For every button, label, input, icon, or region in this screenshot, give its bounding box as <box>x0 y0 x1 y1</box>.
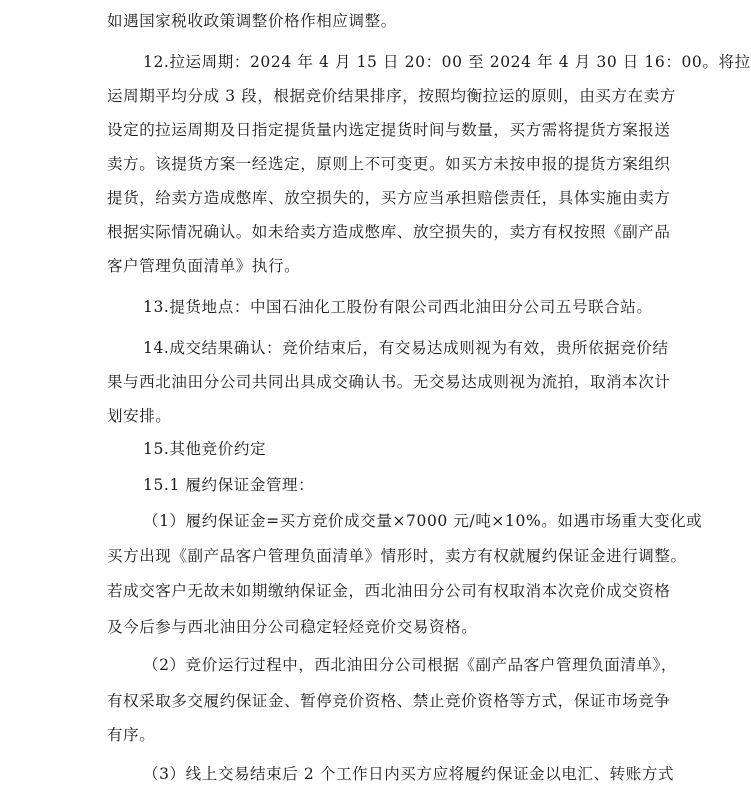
clause-1-line-1: （1）履约保证金=买方竞价成交量×7000 元/吨×10%。如遇市场重大变化或 <box>143 512 703 530</box>
text-line-5: 卖方。该提货方案一经选定，原则上不可变更。如买方未按申报的提货方案组织 <box>107 155 671 173</box>
text-line-3: 运周期平均分成 3 段，根据竞价结果排序，按照均衡拉运的原则，由买方在卖方 <box>107 87 676 105</box>
clause-2-line-1: （2）竞价运行过程中，西北油田分公司根据《副产品客户管理负面清单》， <box>143 656 678 674</box>
item-14-heading-line: 14.成交结果确认：竞价结束后，有交易达成则视为有效，贵所依据竞价结 <box>143 339 669 357</box>
text-line-11: 果与西北油田分公司共同出具成交确认书。无交易达成则视为流拍，取消本次计 <box>107 373 671 391</box>
clause-1-line-4: 及今后参与西北油田分公司稳定轻烃竞价交易资格。 <box>107 618 478 636</box>
text-line-8: 客户管理负面清单》执行。 <box>107 257 301 275</box>
text-line-12: 划安排。 <box>107 407 172 425</box>
clause-2-line-3: 有序。 <box>107 726 156 744</box>
item-15-heading: 15.其他竞价约定 <box>143 440 267 458</box>
item-12-heading-line: 12.拉运周期：2024 年 4 月 15 日 20：00 至 2024 年 4 月 30 日 16：00。将拉 <box>143 53 751 71</box>
text-line-6: 提货，给卖方造成憋库、放空损失的，买方应当承担赔偿责任，具体实施由卖方 <box>107 189 671 207</box>
clause-1-line-2: 买方出现《副产品客户管理负面清单》情形时，卖方有权就履约保证金进行调整。 <box>107 547 687 565</box>
text-line-4: 设定的拉运周期及日指定提货量内选定提货时间与数量，买方需将提货方案报送 <box>107 121 671 139</box>
item-13-line: 13.提货地点：中国石油化工股份有限公司西北油田分公司五号联合站。 <box>143 298 653 316</box>
text-line-1: 如遇国家税收政策调整价格作相应调整。 <box>107 12 397 30</box>
text-line-7: 根据实际情况确认。如未给卖方造成憋库、放空损失的，卖方有权按照《副产品 <box>107 223 671 241</box>
clause-2-line-2: 有权采取多交履约保证金、暂停竞价资格、禁止竞价资格等方式，保证市场竞争 <box>107 692 671 710</box>
item-15-1-heading: 15.1 履约保证金管理： <box>143 476 315 494</box>
clause-3-line-1: （3）线上交易结束后 2 个工作日内买方应将履约保证金以电汇、转账方式 <box>143 765 675 783</box>
clause-1-line-3: 若成交客户无故未如期缴纳保证金，西北油田分公司有权取消本次竞价成交资格 <box>107 582 671 600</box>
